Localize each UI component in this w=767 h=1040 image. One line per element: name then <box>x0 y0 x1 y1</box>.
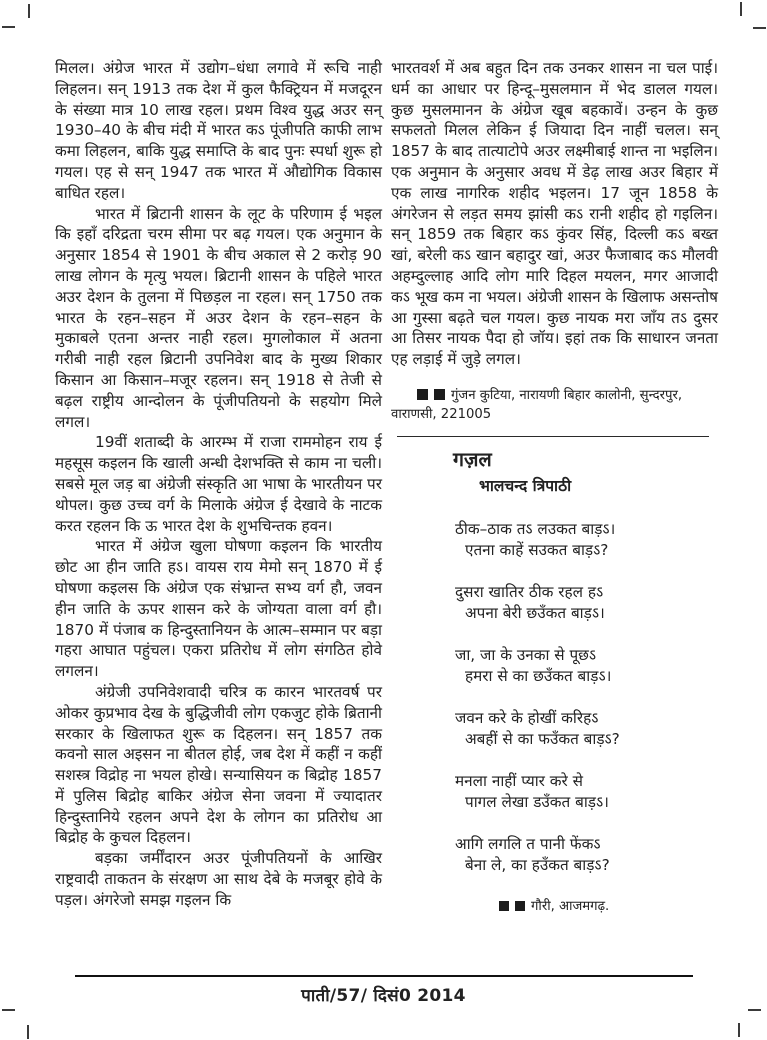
crop-mark-top-right-vertical-icon <box>740 2 742 16</box>
left-column <box>55 58 382 911</box>
ghazal-section <box>391 447 718 918</box>
couplet <box>455 582 718 625</box>
couplet-line: आगि लगलि त पानी फेंकऽ <box>455 834 601 853</box>
couplet-line: अपना बेरी छउँकत बाड़ऽ। <box>465 604 605 623</box>
couplet-line: ठीक–ठाक तऽ लउकत बाड़ऽ। <box>455 519 616 538</box>
couplet <box>455 834 718 877</box>
couplet-line: एतना काहें सउकत बाड़ऽ? <box>465 541 609 560</box>
couplet-line: पागल लेखा डउँकत बाड़ऽ। <box>465 793 609 812</box>
crop-mark-bottom-right-vertical-icon <box>738 1023 740 1037</box>
couplet-line: दुसरा खातिर ठीक रहल हऽ <box>455 582 604 601</box>
crop-mark-top-right-horizontal-icon <box>753 27 766 29</box>
author-note-text: गुंजन कुटिया, नारायणी बिहार कालोनी, सुन्दरपुर, वाराणसी, 221005 <box>391 387 683 422</box>
ghazal-title: गज़ल <box>453 447 492 471</box>
article-paragraph: मिलल। अंग्रेज भारत में उद्योग–धंधा लगावे में रूचि नाही लिहलन। सन् 1913 तक देश में कुल फैक्ट्रियन में मजदूरन के संख्या मात्र 10 लाख रहल। प्रथम विश्व युद्ध अउर सन् 1930–40 के बीच मंदी में भारत कऽ पूंजीपति काफी लाभ कमा लिहलन, बाकि युद्ध समाप्ति के बाद पुनः स्पर्धा शुरू हो गयल। एह से सन् 1947 तक भारत में औद्योगिक विकास बाधित रहल। <box>55 59 382 202</box>
couplet-line: अबहीं से का फउँकत बाड़ऽ? <box>465 730 620 749</box>
crop-mark-top-left-vertical-icon <box>28 4 30 18</box>
footer-page-label: पाती/57/ दिसं0 2014 <box>301 986 466 1006</box>
article-paragraph: बड़का जर्मींदारन अउर पूंजीपतियनों के आखिर राष्ट्रवादी ताकतन के संरक्षण आ साथ देबे के मजबूर होवे के पड़ल। अंगरेजो समझ गइलन कि <box>55 849 382 909</box>
crop-mark-top-left-horizontal-icon <box>2 26 15 28</box>
article-paragraph: भारत में ब्रिटानी शासन के लूट के परिणाम ई भइल कि इहाँ दरिद्रता चरम सीमा पर बढ़ गयल। एक अनुमान के अनुसार 1854 से 1901 के बीच अकाल से 2 करोड़ 90 लाख लोगन के मृत्यु भयल। ब्रिटानी शासन के पहिले भारत अउर देशन के तुलना में पिछड़ल ना रहल। सन् 1750 तक भारत के रहन–सहन में अउर देशन के रहन–सहन के मुकाबले एतना अन्तर नाही रहल। मुगलोकाल में अतना गरीबी नाही रहल ब्रिटानी उपनिवेश बाद के मुख्य शिकार किसान आ किसान–मजूर रहलन। सन् 1918 से तेजी से बढ़ल राष्ट्रीय आन्दोलन के पूंजीपतियनो के सहयोग मिले लगल। <box>55 204 382 431</box>
footer-rule <box>75 975 693 977</box>
couplet-line: मनला नाहीं प्यार करे से <box>455 771 583 790</box>
section-divider <box>397 436 709 437</box>
article-paragraph: 19वीं शताब्दी के आरम्भ में राजा राममोहन राय ई महसूस कइलन कि खाली अन्धी देशभक्ति से काम ना चली। सबसे मूल जड़ बा अंग्रेजी संस्कृति आ भाषा के भारतीयन पर थोपल। कुछ उच्च वर्ग के मिलाके अंग्रेज ई देखावे के नाटक करत रहलन कि ऊ भारत देश के शुभचिन्तक हवन। <box>55 433 382 535</box>
author-note <box>391 386 718 424</box>
ghazal-signature-text: गौरी, आजमगढ़. <box>531 898 610 914</box>
ghazal-signature <box>499 897 718 918</box>
crop-mark-bottom-left-horizontal-icon <box>2 1009 15 1011</box>
couplet-line: बेना ले, का हउँकत बाड़ऽ? <box>465 856 610 875</box>
couplet <box>455 771 718 814</box>
couplet-line: जवन करे के होखीं करिहऽ <box>455 708 599 727</box>
filled-square-icon <box>434 389 445 400</box>
couplet <box>455 645 718 688</box>
couplet-line: जा, जा के उनका से पूछऽ <box>455 645 597 664</box>
crop-mark-bottom-left-vertical-icon <box>27 1025 29 1039</box>
filled-square-icon <box>515 901 525 911</box>
ghazal-poet: भालचन्द त्रिपाठी <box>479 476 572 495</box>
crop-mark-bottom-right-horizontal-icon <box>748 1009 761 1011</box>
article-paragraph: भारतवर्श में अब बहुत दिन तक उनकर शासन ना चल पाई। धर्म का आधार पर हिन्दू–मुसलमान में भेद डालल गयल। कुछ मुसलमानन के अंग्रेज खूब बहकावें। उन्हन के कुछ सफलतो मिलल लेकिन ई जियादा दिन नाहीं चलल। सन् 1857 के बाद तात्याटोपे अउर लक्ष्मीबाई शान्त ना भइलिन। एक अनुमान के अनुसार अवध में डेढ़ लाख अउर बिहार में एक लाख नागरिक शहीद भइलन। 17 जून 1858 के अंगरेजन से लड़त समय झांसी कऽ रानी शहीद हो गइलिन। सन् 1859 तक बिहार कऽ कुंवर सिंह, दिल्ली कऽ बख्त खां, बरेली कऽ खान बहादुर खां, अउर फैजाबाद कऽ मौलवी अहम्दुल्लाह आदि लोग मारि दिहल मयलन, मगर आजादी कऽ भूख कम ना भयल। अंग्रेजी शासन के खिलाफ असन्तोष आ गुस्सा बढ़ते चल गयल। कुछ नायक मरा जाँय तऽ दुसर आ तिसर नायक पैदा हो जॉय। इहां तक कि साधारन जनता एह लड़ाई में जुड़े लगल। <box>391 59 718 369</box>
filled-square-icon <box>417 389 428 400</box>
article-paragraph: भारत में अंग्रेज खुला घोषणा कइलन कि भारतीय छोट आ हीन जाति हऽ। वायस राय मेमो सन् 1870 में ई घोषणा कइलस कि अंग्रेज एक संभ्रान्त सभ्य वर्ग हौ, जवन हीन जाति के ऊपर शासन करे के जोग्यता वाला वर्ग हौ। 1870 में पंजाब क हिन्दुस्तानियन के आत्म–सम्मान पर बड़ा गहरा आघात पहुंचल। एकरा प्रतिरोध में लोग संगठित होवे लगलन। <box>55 537 382 681</box>
couplet <box>455 519 718 562</box>
right-column <box>391 58 718 918</box>
couplet <box>455 708 718 751</box>
couplet-line: हमरा से का छउँकत बाड़ऽ। <box>465 667 612 686</box>
filled-square-icon <box>499 901 509 911</box>
article-paragraph: अंग्रेजी उपनिवेशवादी चरित्र क कारन भारतवर्ष पर ओकर कुप्रभाव देख के बुद्धिजीवी लोग एकजुट होके ब्रितानी सरकार के खिलाफत शुरू क दिहलन। सन् 1857 तक कवनो साल अइसन ना बीतल होई, जब देश में कहीं न कहीं सशस्त्र विद्रोह ना भयल होखे। सन्यासियन क बिद्रोह 1857 में पुलिस बिद्रोह बाकिर अंग्रेज सेना जवना में ज्यादातर हिन्दुस्तानिये रहलन अपने देश के लोगन का प्रतिरोध आ बिद्रोह के कुचल दिहलन। <box>55 682 382 847</box>
